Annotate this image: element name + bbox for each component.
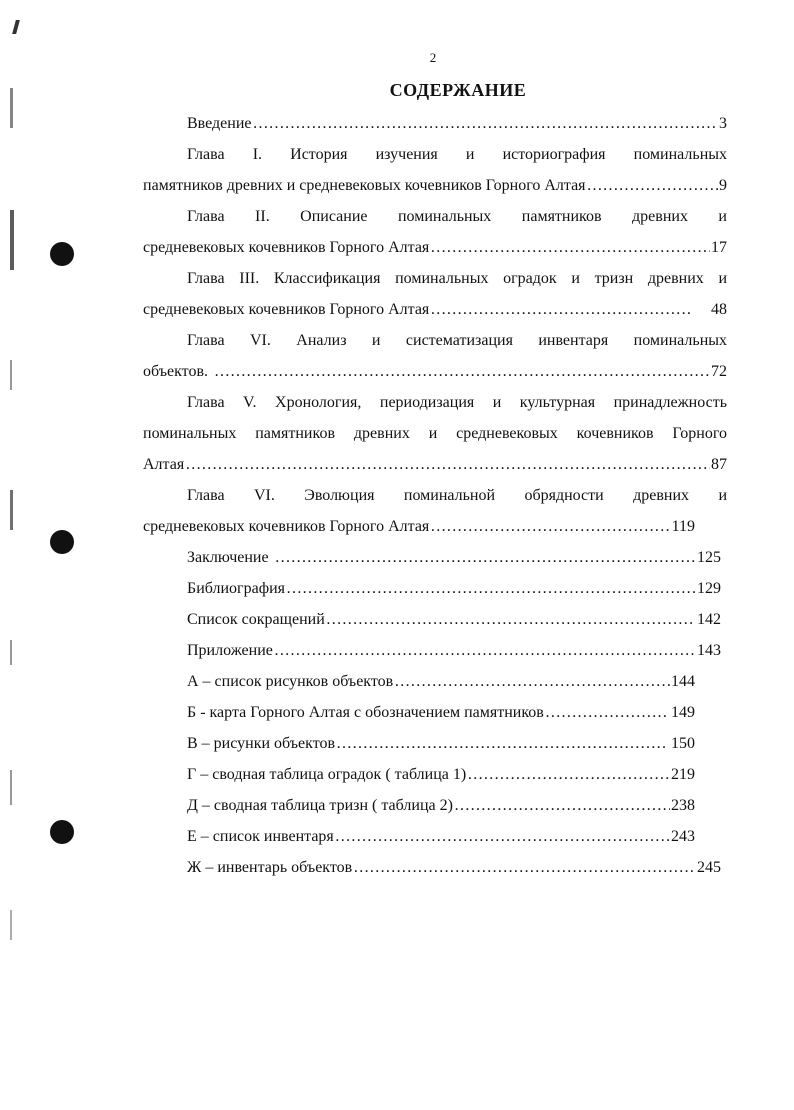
- toc-entry: [143, 697, 727, 728]
- scan-edge-mark: [10, 490, 13, 530]
- toc-entry: [143, 108, 727, 139]
- toc-entry-page: 129: [697, 580, 721, 597]
- toc-entry-page: 142: [697, 611, 721, 628]
- leader-dots: [545, 697, 666, 728]
- scan-edge-mark: [10, 770, 12, 805]
- page-number: 2: [429, 50, 437, 65]
- toc-entry-page: 149: [671, 704, 695, 721]
- toc-entry-page: 17: [711, 239, 727, 256]
- leader-dots: [430, 294, 693, 325]
- scan-edge-mark: [10, 210, 14, 270]
- toc-entry: [143, 449, 727, 480]
- toc-entry-text: А – список рисунков объектов: [187, 673, 394, 690]
- toc-entry: [143, 294, 727, 325]
- toc-entry-page: 238: [671, 797, 695, 814]
- table-of-contents: [143, 108, 727, 883]
- toc-entry: [143, 635, 727, 666]
- toc-entry-text: Приложение: [187, 642, 273, 659]
- toc-entry: [143, 790, 727, 821]
- leader-dots: [335, 821, 670, 852]
- toc-entry-page: 144: [671, 673, 695, 690]
- toc-entry-page: 150: [671, 735, 695, 752]
- toc-entry-text: средневековых кочевников Горного Алтая: [143, 301, 430, 318]
- toc-entry-page: 125: [697, 549, 721, 566]
- toc-entry-text: средневековых кочевников Горного Алтая: [143, 518, 430, 535]
- toc-entry-page: 9: [719, 177, 727, 194]
- punch-hole-bottom: [50, 820, 74, 844]
- toc-entry-line: Глава III. Классификация поминальных оградок и тризн древних и: [187, 270, 727, 287]
- leader-dots: [430, 511, 670, 542]
- toc-entry: [143, 356, 727, 387]
- toc-entry-page: 119: [671, 518, 695, 535]
- toc-entry-line: поминальных памятников древних и средневековых кочевников Горного: [143, 425, 727, 442]
- toc-entry-page: 3: [719, 115, 727, 132]
- scan-edge-mark: [10, 910, 12, 940]
- toc-entry-text: Ж – инвентарь объектов: [187, 859, 353, 876]
- toc-entry-line: Глава VI. Анализ и систематизация инвентаря поминальных: [187, 332, 727, 349]
- toc-entry: [143, 604, 727, 635]
- scan-edge-mark: [12, 20, 20, 34]
- toc-entry: [143, 821, 727, 852]
- toc-entry-page: 245: [697, 859, 721, 876]
- leader-dots: [214, 356, 710, 387]
- scan-edge-mark: [10, 640, 12, 665]
- leader-dots: [394, 666, 670, 697]
- leader-dots: [185, 449, 710, 480]
- toc-entry-text: Алтая: [143, 456, 185, 473]
- leader-dots: [286, 573, 696, 604]
- toc-entry-text: Е – список инвентаря: [187, 828, 334, 845]
- leader-dots: [353, 852, 696, 883]
- toc-entry: [143, 759, 727, 790]
- toc-entry-line: Глава V. Хронология, периодизация и культурная принадлежность: [187, 394, 727, 411]
- leader-dots: [275, 542, 696, 573]
- toc-entry: [143, 542, 727, 573]
- toc-entry-text: Список сокращений: [187, 611, 325, 628]
- toc-entry-text: Библиография: [187, 580, 285, 597]
- toc-entry: [143, 666, 727, 697]
- leader-dots: [430, 232, 710, 263]
- leader-dots: [467, 759, 670, 790]
- toc-entry-line: Глава VI. Эволюция поминальной обрядности древних и: [187, 487, 727, 504]
- leader-dots: [336, 728, 666, 759]
- toc-entry-text: Б - карта Горного Алтая с обозначением памятников: [187, 704, 544, 721]
- toc-entry: [143, 728, 727, 759]
- toc-entry-text: памятников древних и средневековых кочевников Горного Алтая: [143, 177, 586, 194]
- leader-dots: [454, 790, 670, 821]
- toc-entry: [143, 170, 727, 201]
- toc-entry: [143, 511, 727, 542]
- toc-title: СОДЕРЖАНИЕ: [389, 80, 527, 100]
- toc-entry-text: Заключение: [187, 549, 269, 566]
- toc-entry-text: объектов.: [143, 363, 209, 380]
- leader-dots: [326, 604, 692, 635]
- toc-entry: [143, 232, 727, 263]
- toc-entry-page: 243: [671, 828, 695, 845]
- toc-entry-page: 219: [671, 766, 695, 783]
- toc-entry-page: 48: [711, 301, 727, 318]
- toc-entry-text: Г – сводная таблица оградок ( таблица 1): [187, 766, 467, 783]
- scan-edge-mark: [10, 360, 12, 390]
- toc-entry: [143, 852, 727, 883]
- toc-entry-text: В – рисунки объектов: [187, 735, 336, 752]
- leader-dots: [274, 635, 696, 666]
- toc-entry-text: Введение: [187, 115, 252, 132]
- toc-entry-text: Д – сводная таблица тризн ( таблица 2): [187, 797, 453, 814]
- leader-dots: [587, 170, 718, 201]
- punch-hole-top: [50, 242, 74, 266]
- toc-entry: [143, 573, 727, 604]
- toc-entry-text: средневековых кочевников Горного Алтая: [143, 239, 430, 256]
- toc-entry-line: Глава II. Описание поминальных памятников древних и: [187, 208, 727, 225]
- toc-entry-line: Глава I. История изучения и историография поминальных: [187, 146, 727, 163]
- toc-entry-page: 72: [711, 363, 727, 380]
- punch-hole-middle: [50, 530, 74, 554]
- toc-entry-page: 87: [711, 456, 727, 473]
- leader-dots: [253, 108, 719, 139]
- toc-entry-page: 143: [697, 642, 721, 659]
